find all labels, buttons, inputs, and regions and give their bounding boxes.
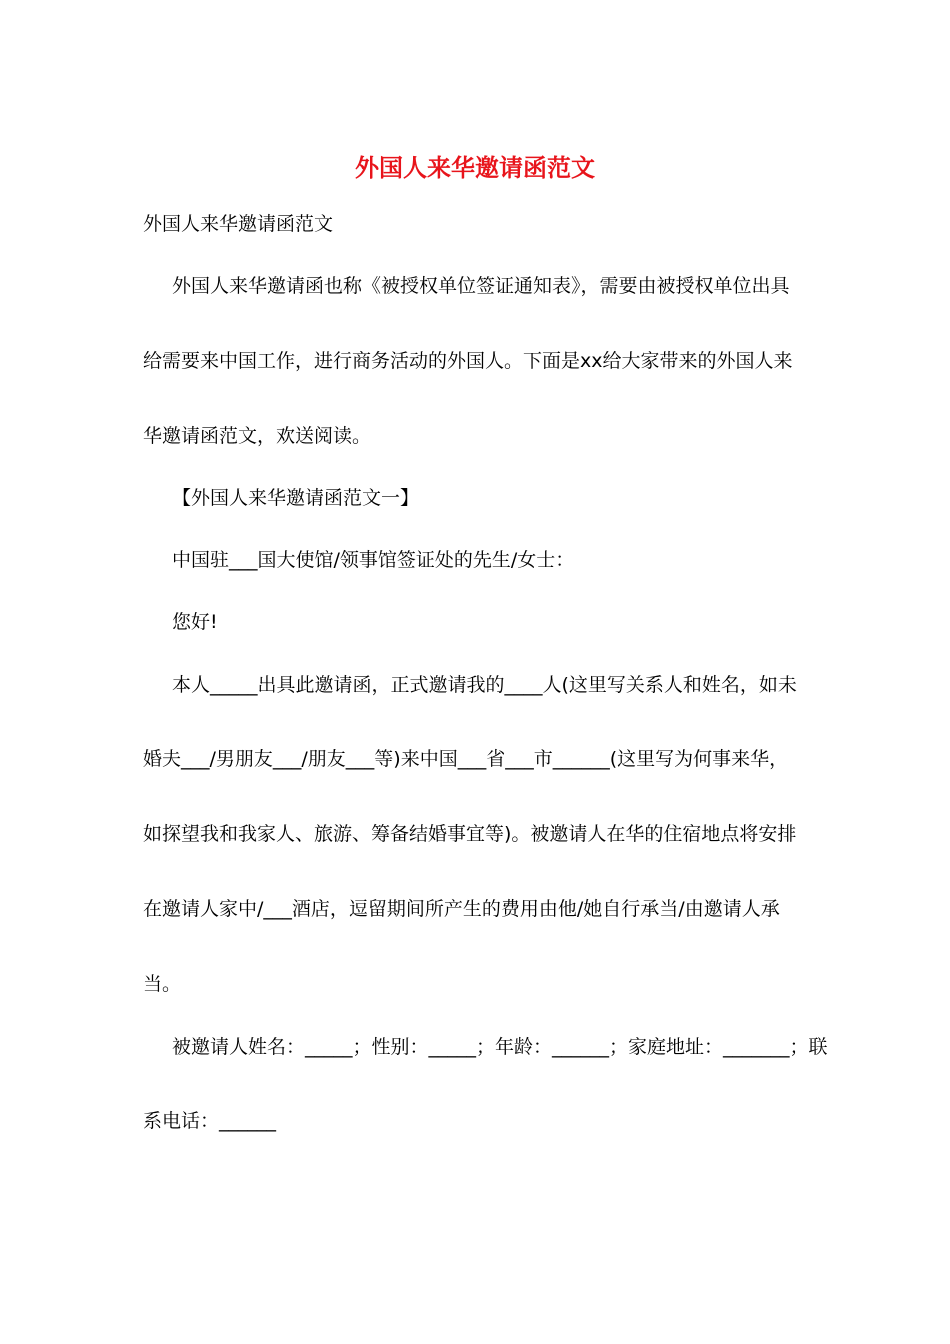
greeting-line: 您好! xyxy=(172,611,218,633)
paragraph-line: 被邀请人姓名：_____；性别：_____；年龄：______；家庭地址：_______；联 xyxy=(172,1036,828,1058)
paragraph-line: 给需要来中国工作，进行商务活动的外国人。下面是xx给大家带来的外国人来 xyxy=(143,350,793,372)
paragraph-line: 在邀请人家中/___酒店，逗留期间所产生的费用由他/她自行承当/由邀请人承 xyxy=(143,898,780,920)
document-subtitle: 外国人来华邀请函范文 xyxy=(143,213,334,235)
paragraph-line: 如探望我和我家人、旅游、筹备结婚事宜等)。被邀请人在华的住宿地点将安排 xyxy=(143,823,797,845)
salutation-line: 中国驻___国大使馆/领事馆签证处的先生/女士： xyxy=(172,549,575,571)
paragraph-line: 本人_____出具此邀请函，正式邀请我的____人(这里写关系人和姓名，如未 xyxy=(172,674,797,696)
paragraph-line: 外国人来华邀请函也称《被授权单位签证通知表》，需要由被授权单位出具 xyxy=(172,275,790,297)
paragraph-line: 系电话：______ xyxy=(143,1110,277,1132)
paragraph-line: 华邀请函范文，欢送阅读。 xyxy=(143,425,372,447)
section-heading: 【外国人来华邀请函范文一】 xyxy=(172,487,420,509)
paragraph-line: 婚夫___/男朋友___/朋友___等)来中国___省___市______(这里写为何事来华， xyxy=(143,748,789,770)
paragraph-line: 当。 xyxy=(143,973,182,995)
document-title: 外国人来华邀请函范文 xyxy=(355,153,595,182)
